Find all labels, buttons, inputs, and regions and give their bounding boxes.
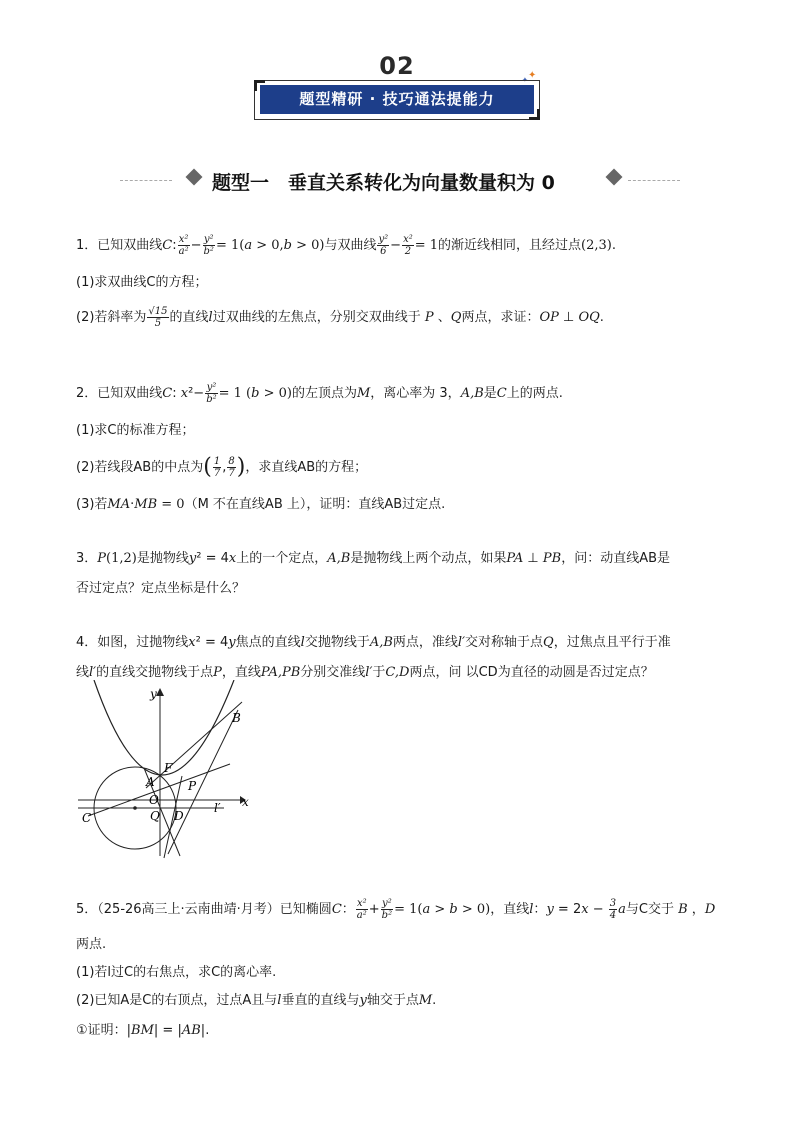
problem-2-q2: (2)若线段AB的中点为( $\frac{1}{7}$ , $\frac{8}{7}$ )，求直线AB的方程； [76,454,368,480]
problem-5-stem: 5．（25-26高三上·云南曲靖·月考）已知椭圆C： $\frac{\text{x²}}{\text{a²}}$ + $\frac{\text{y²}}{\text{b²}}$ = 1(a > b > 0)，直线l：y = 2x − $\frac{3}{4}$ a与C交于 B ，D [76,898,716,921]
text: ， [691,902,705,917]
text: ，离心率为 3， [370,386,461,401]
text: 的渐近线相同，且经过点 [438,238,582,253]
text: 的左顶点为 [291,386,357,401]
problem-5-q2: (2)已知A是C的右顶点，过点A且与l垂直的直线与y轴交于点M. [76,993,437,1008]
parabola-diagram [74,680,254,860]
text: ，过焦点且平行于准 [553,635,671,650]
text: 两点，求证： [461,310,540,325]
text: ，问：动直线AB是 [561,551,670,566]
text: 两点，问 以CD为直径的动圆是否过定点？ [409,665,654,680]
text: 4．如图，过抛物线 [76,635,189,650]
label-l-prime: l′ [214,801,221,815]
problem-1-q1: (1)求双曲线C的方程； [76,275,208,290]
text: 与双曲线 [324,238,377,253]
text: 交抛物线于 [304,635,370,650]
section-number: 02 [379,52,415,80]
text: 与C交于 [625,902,674,917]
text: 分别交准线 [300,665,366,680]
problem-2-q3: (3)若MA·MB = 0（M 不在直线AB 上），证明：直线AB过定点. [76,497,446,512]
text: 焦点的直线 [235,635,301,650]
text: 的直线 [169,310,209,325]
problem-4-line-1: 4．如图，过抛物线x² = 4y焦点的直线l交抛物线于A,B两点，准线l′交对称轴于点Q，过焦点且平行于准 [76,635,671,650]
sparkle-small-icon: ✦ [522,76,528,84]
text: 是抛物线 [136,551,189,566]
text: （M 不在直线AB 上），证明：直线AB过定点. [184,497,446,512]
text: 2．已知双曲线 [76,386,163,401]
text: 是 [483,386,497,401]
text: (2)若线段AB的中点为 [76,460,204,475]
problem-4-line-2: 线l′的直线交抛物线于点P，直线PA,PB分别交准线l′于C,D两点，问 以CD为直径的动圆是否过定点？ [76,665,654,680]
text: 是抛物线上两个动点，如果 [350,551,507,566]
text: (2)若斜率为 [76,310,147,325]
text: 、 [437,310,451,325]
label-q: Q [150,809,160,823]
problem-5-line-2: 两点. [76,937,107,952]
text: . [611,238,616,253]
text: 垂直的直线与 [281,993,360,1008]
text: 两点，准线 [392,635,458,650]
center-point [133,806,137,810]
problem-2-stem: 2．已知双曲线C: x²− $\frac{\text{y²}}{\text{b²}}$ = 1 (b > 0)的左顶点为M，离心率为 3，A,B是C上的两点. [76,382,563,405]
problem-1-q2: (2)若斜率为 $\frac{√15}{5}$ 的直线l过双曲线的左焦点，分别交双曲线于 P 、Q两点，求证：OP ⊥ OQ. [76,306,604,329]
label-f: F [164,761,173,775]
text: . [432,993,437,1008]
text: 于 [372,665,386,680]
text: 过双曲线的左焦点，分别交双曲线于 [212,310,421,325]
text: . [599,310,604,325]
label-d: D [174,809,184,823]
banner-title: 题型精研 · 技巧通法提能力 [260,85,534,114]
line-pb [168,710,238,854]
problem-2-q1: (1)求C的标准方程； [76,423,195,438]
problem-3-line-2: 否过定点？定点坐标是什么？ [76,581,246,596]
problem-type-title [120,168,680,194]
label-b: B [232,711,241,725]
parabola-figure [74,680,254,860]
text: 交对称轴于点 [465,635,544,650]
diamond-icon [186,169,203,186]
label-x: x [242,795,249,809]
section-banner [254,80,540,120]
text: 上的一个定点， [236,551,328,566]
sparkle-icon: ✦ [528,70,537,81]
text: 线 [76,665,90,680]
label-p: P [188,779,197,793]
type-title-text: 题型一 垂直关系转化为向量数量积为 0 [212,172,555,194]
text: . [205,1023,210,1038]
text: (2)已知A是C的右顶点，过点A且与 [76,993,278,1008]
text: 1．已知双曲线 [76,238,163,253]
text: 5．（25-26高三上·云南曲靖·月考）已知椭圆 [76,902,332,917]
problem-3-line-1: 3．P(1,2)是抛物线y² = 4x上的一个定点，A,B是抛物线上两个动点，如果PA ⊥ PB，问：动直线AB是 [76,551,670,566]
problem-5-q3: ①证明：|BM| = |AB|. [76,1023,210,1038]
text: ，求直线AB的方程； [245,460,368,475]
text: 轴交于点 [366,993,419,1008]
problem-5-q1: (1)若l过C的右焦点，求C的离心率. [76,965,277,980]
problem-1-stem: 1．已知双曲线C: $\frac{\text{x²}}{\text{a²}}$ − $\frac{\text{y²}}{\text{b²}}$ = 1(a > 0,b > 0)与双曲线 $\frac{\text{y²}}{6}$ − $\frac{\text{x²}}{2}$ = 1的渐近线相同，且经过点(2,3). [76,234,616,257]
text: ①证明： [76,1023,127,1038]
label-o: O [149,793,159,807]
text: 上的两点. [506,386,563,401]
text: (3)若 [76,497,108,512]
right-divider [628,180,680,181]
label-a: A [146,775,155,789]
label-c: C [82,811,92,825]
text: 的直线交抛物线于点 [96,665,214,680]
label-y: y [150,687,157,701]
text: ，直线 [490,902,530,917]
diamond-icon [606,169,623,186]
text: 3． [76,551,98,566]
y-axis-arrow-icon [156,688,164,696]
text: ，直线 [221,665,261,680]
left-divider [120,180,172,181]
